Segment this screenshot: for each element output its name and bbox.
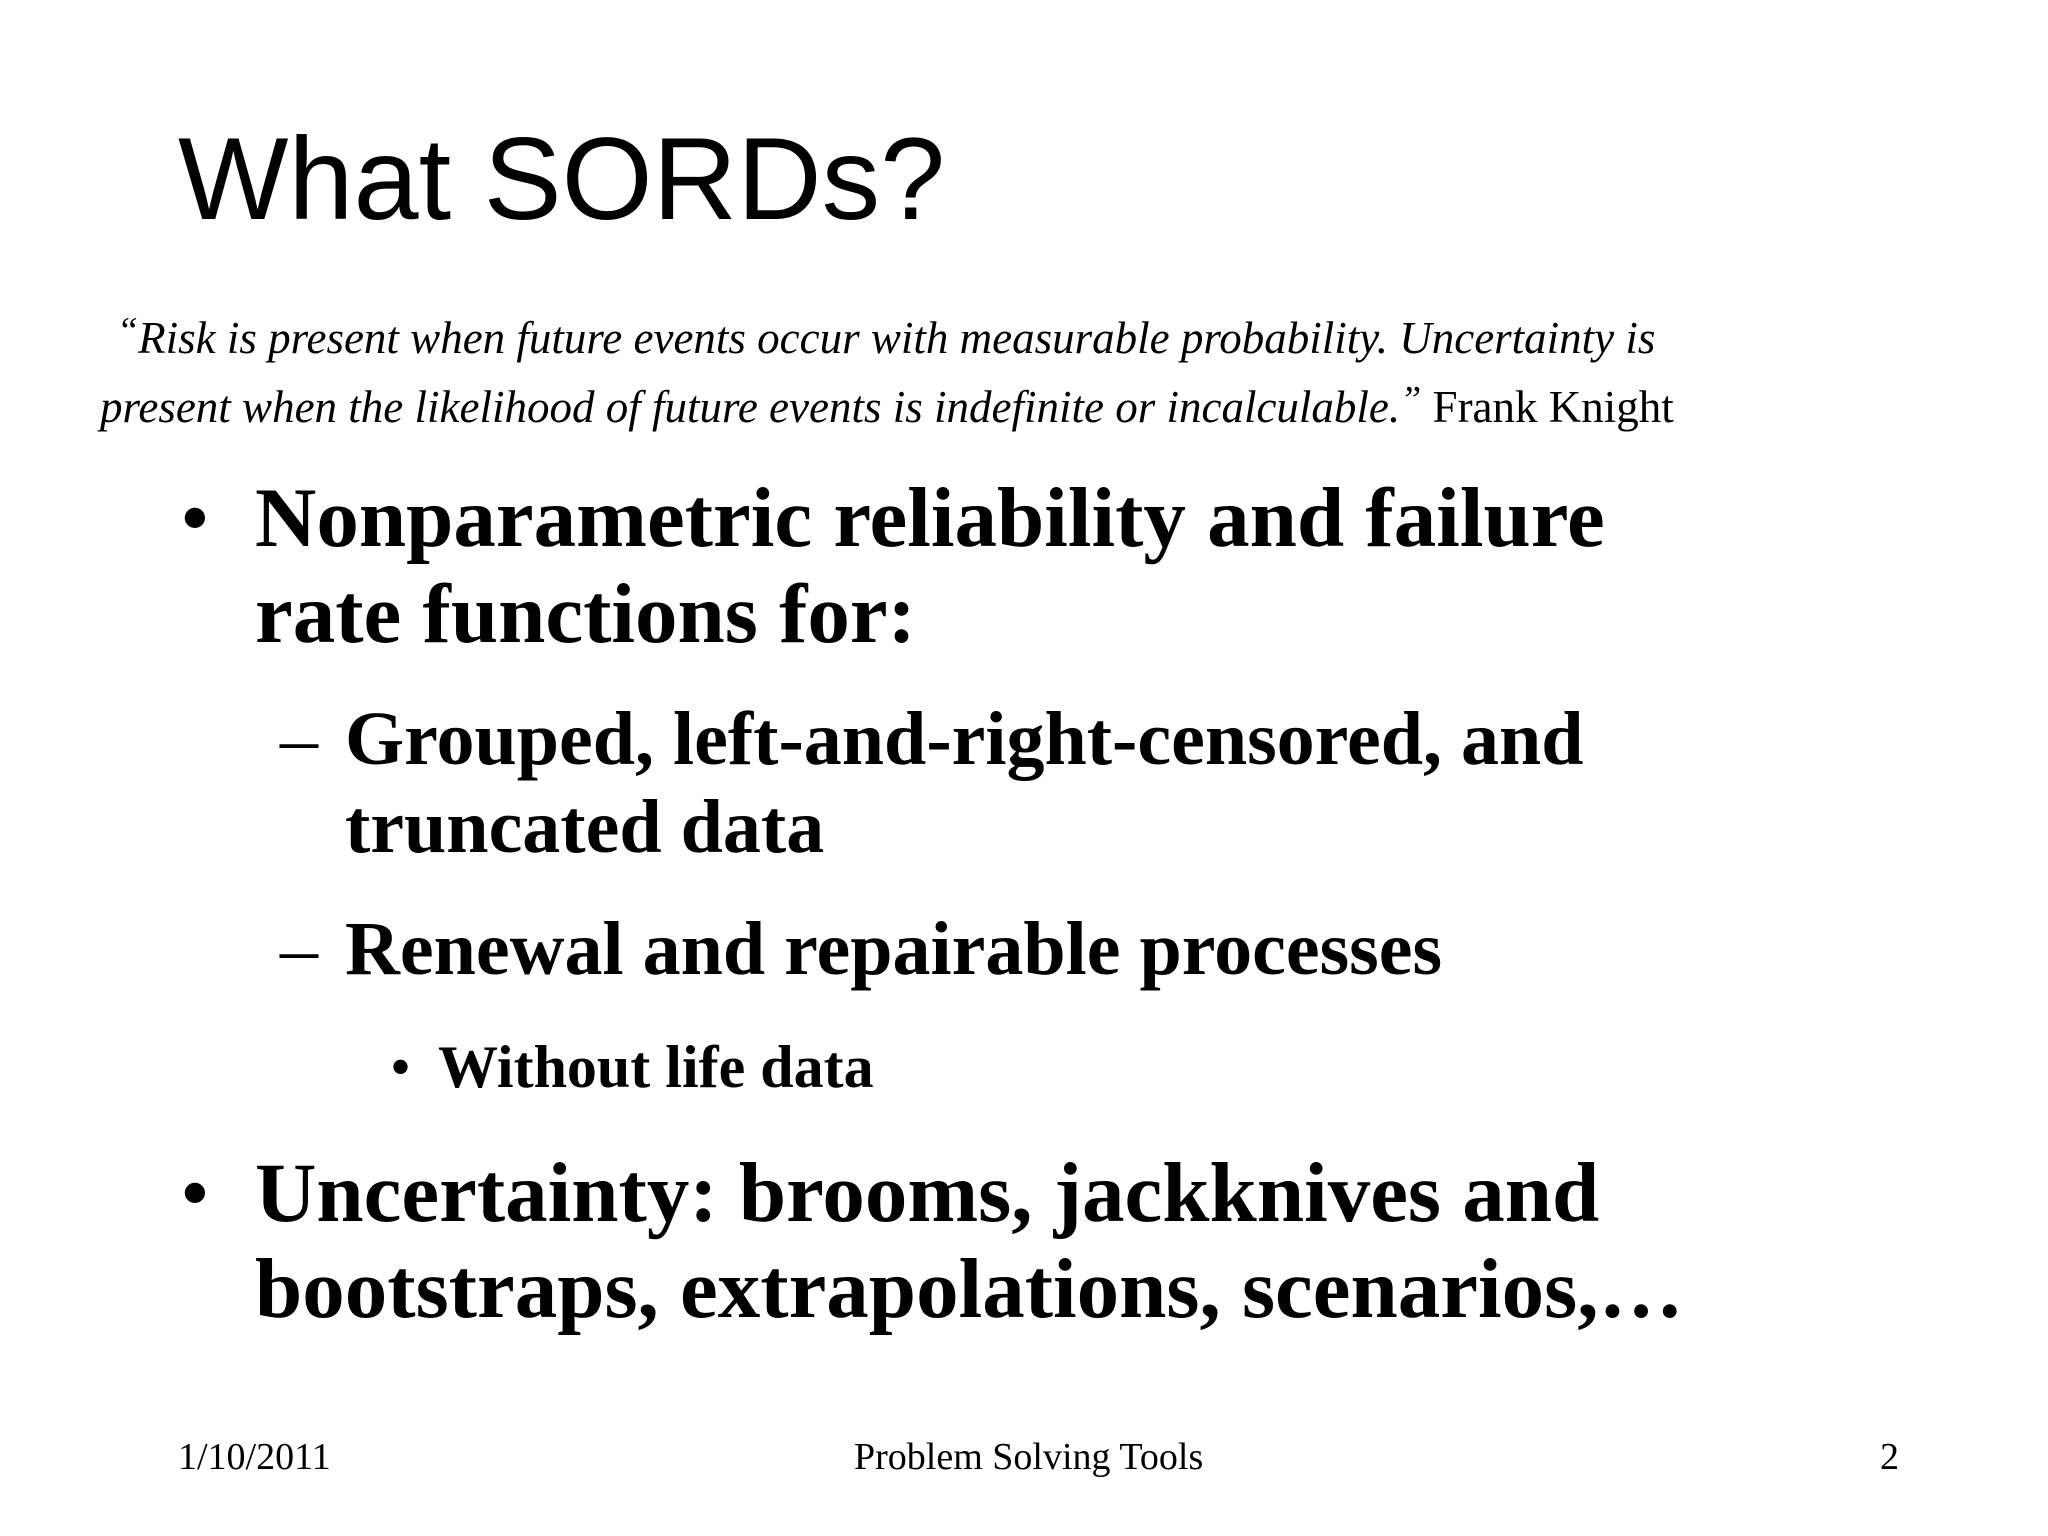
quote-line-1: [100, 300, 2000, 369]
slide-title: What SORDs?: [178, 113, 946, 244]
subsubbullet-without-life-data: [390, 1032, 874, 1102]
quote-text-line-2: present when the likelihood of future events is indefinite or incalculable.: [100, 382, 1401, 432]
quote-author: Frank Knight: [1432, 382, 1674, 432]
subbullet-text-line-1: Renewal and repairable processes: [345, 907, 1443, 991]
bullet-text-line-1: Nonparametric reliability and failure: [255, 471, 1605, 565]
dash-marker: –: [280, 907, 318, 991]
page-number: 2: [1880, 1436, 1899, 1478]
dash-marker: –: [280, 697, 318, 781]
bullet-uncertainty: [180, 1145, 1684, 1337]
subsubbullet-text: Without life data: [438, 1034, 874, 1100]
bullet-marker: •: [180, 471, 210, 565]
quote-text-line-1: Risk is present when future events occur with measurable probability. Uncertainty is: [138, 313, 1656, 363]
bullet-marker: •: [180, 1146, 210, 1240]
subbullet-grouped-data: [280, 695, 1584, 871]
bullet-text-line-1: Uncertainty: brooms, jackknives and: [255, 1146, 1600, 1240]
footer-date: 1/10/2011: [178, 1436, 331, 1478]
footer-title: Problem Solving Tools: [854, 1436, 1204, 1478]
knight-quote: [100, 300, 2000, 438]
close-quote-mark: ”: [1400, 379, 1422, 421]
quote-line-2: [100, 369, 2000, 438]
bullet-marker: •: [390, 1034, 412, 1100]
subbullet-renewal-processes: [280, 905, 1443, 993]
subbullet-text-line-1: Grouped, left-and-right-censored, and: [345, 697, 1584, 781]
subbullet-text-line-2: truncated data: [345, 785, 825, 869]
open-quote-mark: “: [117, 310, 139, 352]
bullet-nonparametric: [180, 470, 1605, 662]
bullet-text-line-2: bootstraps, extrapolations, scenarios,…: [255, 1242, 1684, 1336]
bullet-text-line-2: rate functions for:: [255, 567, 916, 661]
